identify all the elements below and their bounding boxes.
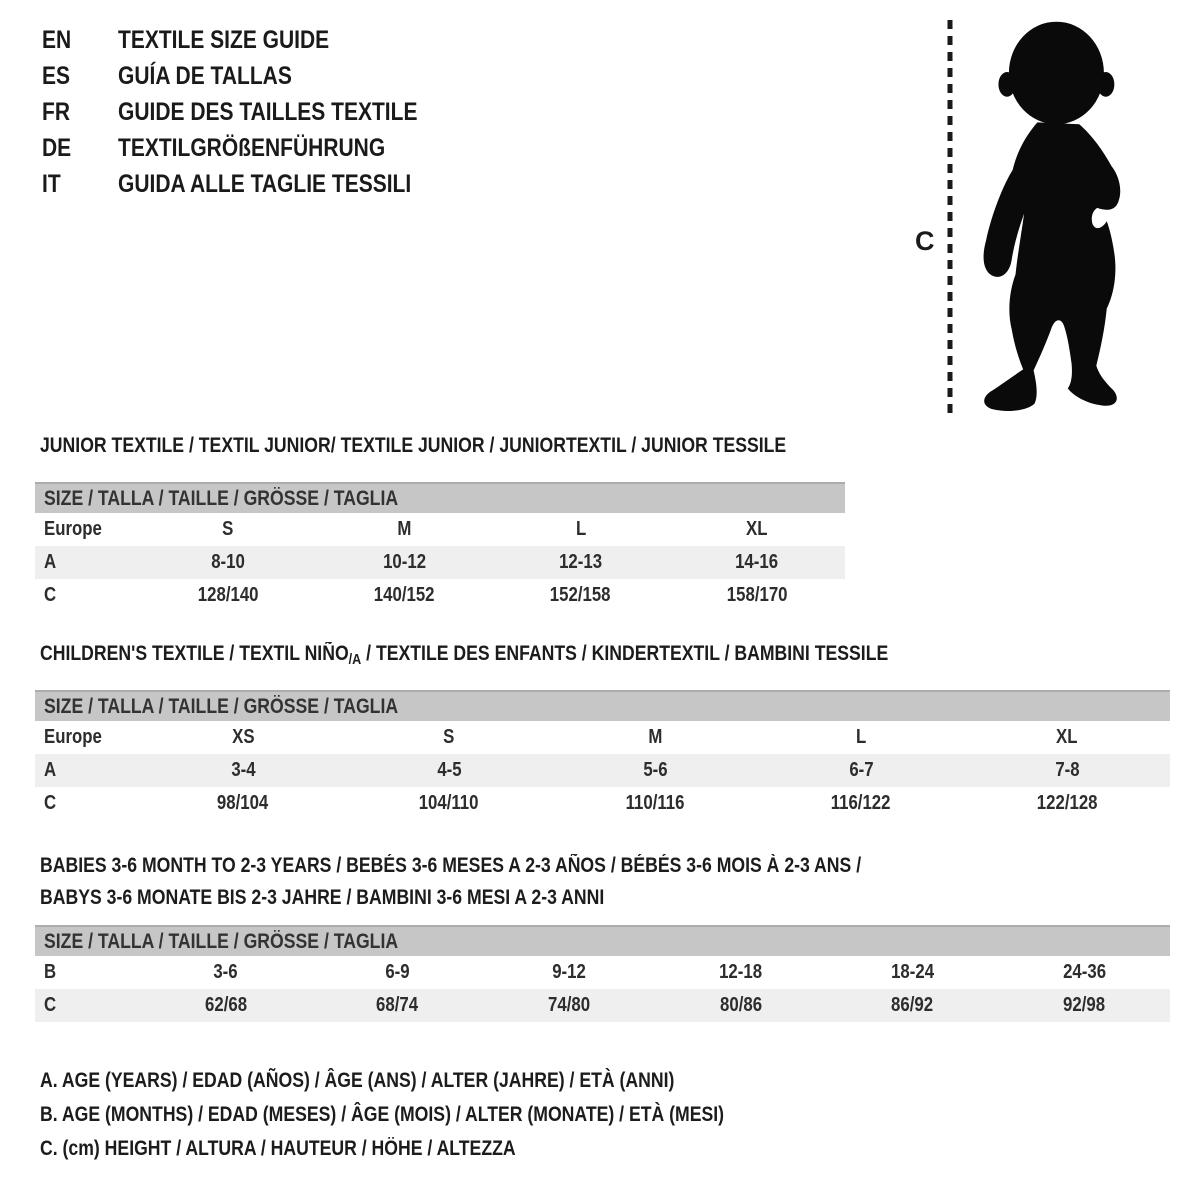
cell-value: XS — [231, 726, 255, 748]
cell-value: 68/74 — [376, 994, 419, 1016]
language-title: GUÍA DE TALLAS — [118, 62, 292, 90]
cell-value: 92/98 — [1063, 994, 1106, 1016]
language-code: FR — [42, 98, 70, 126]
cell-value: 80/86 — [719, 994, 762, 1016]
row-label: A — [44, 551, 57, 573]
babies-size-table — [35, 925, 1170, 1022]
table-row — [35, 546, 845, 579]
children-size-table — [35, 690, 1170, 820]
language-row — [42, 22, 475, 58]
cell-value: M — [397, 518, 412, 540]
cell-value: S — [443, 726, 455, 748]
cell-value: 122/128 — [1036, 792, 1098, 814]
toddler-figure — [905, 10, 1155, 425]
table-row — [35, 787, 1170, 820]
cell-value: 5-6 — [642, 759, 668, 781]
cell-value: 140/152 — [374, 584, 435, 606]
row-label: Europe — [44, 518, 102, 540]
language-row — [42, 130, 475, 166]
language-code: ES — [42, 62, 71, 90]
cell-value: 10-12 — [382, 551, 426, 573]
legend — [40, 1064, 854, 1166]
row-label: Europe — [44, 726, 102, 748]
cell-value: 110/116 — [625, 792, 685, 814]
size-table-header: SIZE / TALLA / TAILLE / GRÖSSE / TAGLIA — [35, 925, 1170, 956]
size-table-header: SIZE / TALLA / TAILLE / GRÖSSE / TAGLIA — [35, 482, 845, 513]
cell-value: L — [855, 726, 867, 748]
language-title: GUIDA ALLE TAGLIE TESSILI — [118, 170, 412, 198]
row-label: C — [44, 792, 57, 814]
junior-size-table — [35, 482, 845, 612]
table-row — [35, 754, 1170, 787]
cell-value: 116/122 — [831, 792, 891, 814]
table-row — [35, 513, 845, 546]
cell-value: 62/68 — [204, 994, 247, 1016]
language-title: TEXTILE SIZE GUIDE — [118, 26, 330, 54]
language-title: GUIDE DES TAILLES TEXTILE — [118, 98, 418, 126]
table-row — [35, 956, 1170, 989]
cell-value: 152/158 — [550, 584, 611, 606]
cell-value: 3-4 — [230, 759, 256, 781]
row-label: B — [44, 961, 57, 983]
cell-value: 18-24 — [891, 961, 935, 983]
row-label: C — [44, 584, 57, 606]
cell-value: 3-6 — [213, 961, 238, 983]
table-row — [35, 579, 845, 612]
language-code: EN — [42, 26, 72, 54]
language-row — [42, 94, 475, 130]
language-code: IT — [42, 170, 61, 198]
junior-section-title: JUNIOR TEXTILE / TEXTIL JUNIOR/ TEXTILE JUNIOR / JUNIORTEXTIL / JUNIOR TESSILE — [40, 434, 787, 457]
cell-value: 12-18 — [719, 961, 763, 983]
cell-value: 4-5 — [436, 759, 462, 781]
cell-value: 6-7 — [848, 759, 874, 781]
cell-value: 14-16 — [735, 551, 779, 573]
height-label-c: C — [915, 226, 935, 256]
cell-value: XL — [746, 518, 768, 540]
language-code: DE — [42, 134, 72, 162]
table-row — [35, 989, 1170, 1022]
language-row — [42, 58, 475, 94]
cell-value: 86/92 — [891, 994, 934, 1016]
language-row — [42, 166, 475, 202]
table-row — [35, 721, 1170, 754]
size-table-header: SIZE / TALLA / TAILLE / GRÖSSE / TAGLIA — [35, 690, 1170, 721]
cell-value: 7-8 — [1054, 759, 1080, 781]
cell-value: 24-36 — [1062, 961, 1106, 983]
cell-value: S — [222, 518, 234, 540]
cell-value: 104/110 — [419, 792, 479, 814]
cell-value: 158/170 — [726, 584, 788, 606]
cell-value: 98/104 — [217, 792, 269, 814]
language-title: TEXTILGRÖßENFÜHRUNG — [118, 134, 386, 162]
cell-value: L — [575, 518, 586, 540]
cell-value: 8-10 — [211, 551, 245, 573]
babies-section-title: BABIES 3-6 MONTH TO 2-3 YEARS / BEBÉS 3-6 MESES A 2-3 AÑOS / BÉBÉS 3-6 MOIS À 2-3 ANS / BABYS 3-6 MONATE BIS 2-3 JAHRE / BAMBINI 3-6 MESI A 2-3 ANNI — [40, 854, 862, 909]
cell-value: 6-9 — [385, 961, 410, 983]
row-label: A — [44, 759, 57, 781]
cell-value: 74/80 — [548, 994, 591, 1016]
legend-line-a: A. AGE (YEARS) / EDAD (AÑOS) / ÂGE (ANS) / ALTER (JAHRE) / ETÀ (ANNI) — [40, 1069, 675, 1092]
legend-line-b: B. AGE (MONTHS) / EDAD (MESES) / ÂGE (MOIS) / ALTER (MONATE) / ETÀ (MESI) — [40, 1103, 725, 1126]
row-label: C — [44, 994, 57, 1016]
cell-value: 128/140 — [197, 584, 259, 606]
cell-value: 9-12 — [552, 961, 586, 983]
cell-value: XL — [1056, 726, 1078, 748]
children-section-title: CHILDREN'S TEXTILE / TEXTIL $NIÑO_{/A}$ / TEXTILE DES ENFANTS / KINDERTEXTIL / BAMBINI TESSILE — [40, 642, 889, 668]
language-list — [42, 22, 475, 202]
cell-value: M — [647, 726, 662, 748]
cell-value: 12-13 — [559, 551, 603, 573]
legend-line-c: C. (cm) HEIGHT / ALTURA / HAUTEUR / HÖHE / ALTEZZA — [40, 1137, 516, 1160]
toddler-silhouette-icon — [984, 22, 1121, 411]
